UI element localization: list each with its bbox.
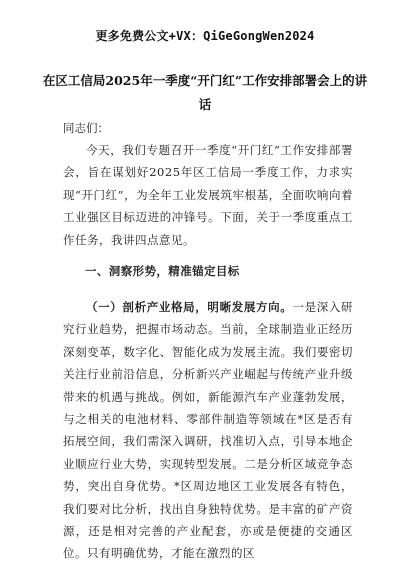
sub-body-1: 一是深入研究行业趋势，把握市场动态。当前，全球制造业正经历深刻变革，数字化、智能化成为发展主流。我们要密切关注行业前沿信息，分析新兴产业崛起与传统产业升级带来的机遇与挑战。例如，新能源汽车产业蓬勃发展，与之相关的电池材料、零部件制造等领域在*区是否有拓展空间，我们需深入调研，找准切入点，引导本地企业顺应行业大势，实现转型发展。二是分析区域竞争态势，突出自身优势。*区周边地区工业发展各有特色，我们要对比分析，找出自身独特优势。是丰富的矿产资源，还是相对完善的产业配套，亦或是便捷的交通区位。只有明确优势，才能在激烈的区: [63, 300, 354, 561]
body-paragraph-1: [63, 296, 353, 565]
sub-heading-1: （一）剖析产业格局，明晰发展方向。: [86, 300, 293, 314]
intro-paragraph: 今天，我们专题召开一季度“开门红”工作安排部署会，旨在谋划好2025年区工信局一季度工作，力求实现“开门红”，为全年工业发展筑牢根基，全面吹响向着工业强区目标迈进的冲锋号。下面，关于一季度重点工作任务，我讲四点意见。: [63, 143, 353, 247]
promo-header: 更多免费公文+VX：QiGeGongWen2024: [95, 29, 315, 43]
document-title: 在区工信局2025年一季度“开门红”工作安排部署会上的讲话: [42, 73, 368, 112]
salutation: 同志们：: [63, 121, 109, 135]
section-heading-1: 一、洞察形势，精准锚定目标: [85, 264, 240, 278]
